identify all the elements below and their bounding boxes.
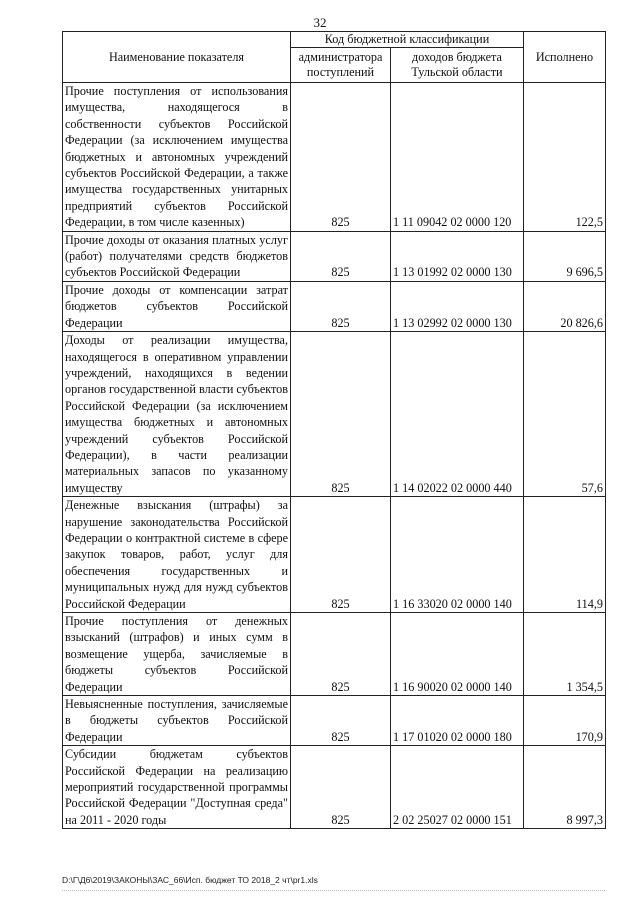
footer-divider	[62, 890, 605, 891]
page-number: 32	[313, 15, 327, 30]
table-row	[63, 332, 606, 497]
table-row	[63, 231, 606, 281]
row-revenue-code: 1 13 01992 02 0000 130	[391, 231, 524, 281]
table-row	[63, 613, 606, 696]
table-row	[63, 281, 606, 331]
row-revenue-code: 1 16 33020 02 0000 140	[391, 497, 524, 613]
budget-table	[62, 31, 606, 829]
row-admin-code: 825	[291, 696, 391, 746]
row-admin-code: 825	[291, 746, 391, 829]
row-name: Невыясненные поступления, зачисляемые в бюджеты субъектов Российской Федерации	[63, 696, 291, 746]
header-executed: Исполнено	[524, 32, 606, 83]
row-name: Доходы от реализации имущества, находящегося в оперативном управлении учреждений, находящихся в ведении органов государственной власти субъектов Российской Федерации (за исключением имущества бюджетных и автономных учреждений субъектов Российской Федерации), в части реализации материальных запасов по указанному имуществу	[63, 332, 291, 497]
row-admin-code: 825	[291, 231, 391, 281]
row-amount: 170,9	[524, 696, 606, 746]
row-revenue-code: 1 14 02022 02 0000 440	[391, 332, 524, 497]
row-amount: 1 354,5	[524, 613, 606, 696]
header-administrator: администратора поступлений	[291, 48, 391, 83]
row-name: Прочие поступления от денежных взысканий (штрафов) и иных сумм в возмещение ущерба, зачисляемые в бюджеты субъектов Российской Федерации	[63, 613, 291, 696]
header-revenue-code: доходов бюджета Тульской области	[391, 48, 524, 83]
header-indicator-name: Наименование показателя	[63, 32, 291, 83]
row-admin-code: 825	[291, 332, 391, 497]
row-revenue-code: 1 16 90020 02 0000 140	[391, 613, 524, 696]
row-revenue-code: 1 13 02992 02 0000 130	[391, 281, 524, 331]
row-revenue-code: 2 02 25027 02 0000 151	[391, 746, 524, 829]
row-name: Прочие доходы от компенсации затрат бюджетов субъектов Российской Федерации	[63, 281, 291, 331]
row-revenue-code: 1 17 01020 02 0000 180	[391, 696, 524, 746]
row-name: Субсидии бюджетам субъектов Российской Федерации на реализацию мероприятий государственной программы Российской Федерации "Доступная среда" на 2011 - 2020 годы	[63, 746, 291, 829]
row-amount: 20 826,6	[524, 281, 606, 331]
row-amount: 57,6	[524, 332, 606, 497]
row-name: Прочие поступления от использования имущества, находящегося в собственности субъектов Российской Федерации (за исключением имущества бюджетных и автономных учреждений субъектов Российской Федерации, а также имущества государственных унитарных предприятий субъектов Российской Федерации, в том числе казенных)	[63, 83, 291, 232]
row-admin-code: 825	[291, 281, 391, 331]
row-amount: 114,9	[524, 497, 606, 613]
table-row	[63, 497, 606, 613]
row-admin-code: 825	[291, 83, 391, 232]
row-revenue-code: 1 11 09042 02 0000 120	[391, 83, 524, 232]
row-admin-code: 825	[291, 497, 391, 613]
row-amount: 9 696,5	[524, 231, 606, 281]
row-amount: 8 997,3	[524, 746, 606, 829]
header-code-group: Код бюджетной классификации	[291, 32, 524, 48]
table-row	[63, 746, 606, 829]
row-admin-code: 825	[291, 613, 391, 696]
footer-file-path: D:\Г\Д6\2019\ЗАКОНЫ\ЗАС_66\Исп. бюджет ТО 2018_2 чт\pr1.xls	[62, 875, 318, 885]
table-row	[63, 83, 606, 232]
row-name: Денежные взыскания (штрафы) за нарушение законодательства Российской Федерации о контрактной системе в сфере закупок товаров, работ, услуг для обеспечения государственных и муниципальных нужд для нужд субъектов Российской Федерации	[63, 497, 291, 613]
row-amount: 122,5	[524, 83, 606, 232]
row-name: Прочие доходы от оказания платных услуг (работ) получателями средств бюджетов субъектов Российской Федерации	[63, 231, 291, 281]
table-row	[63, 696, 606, 746]
